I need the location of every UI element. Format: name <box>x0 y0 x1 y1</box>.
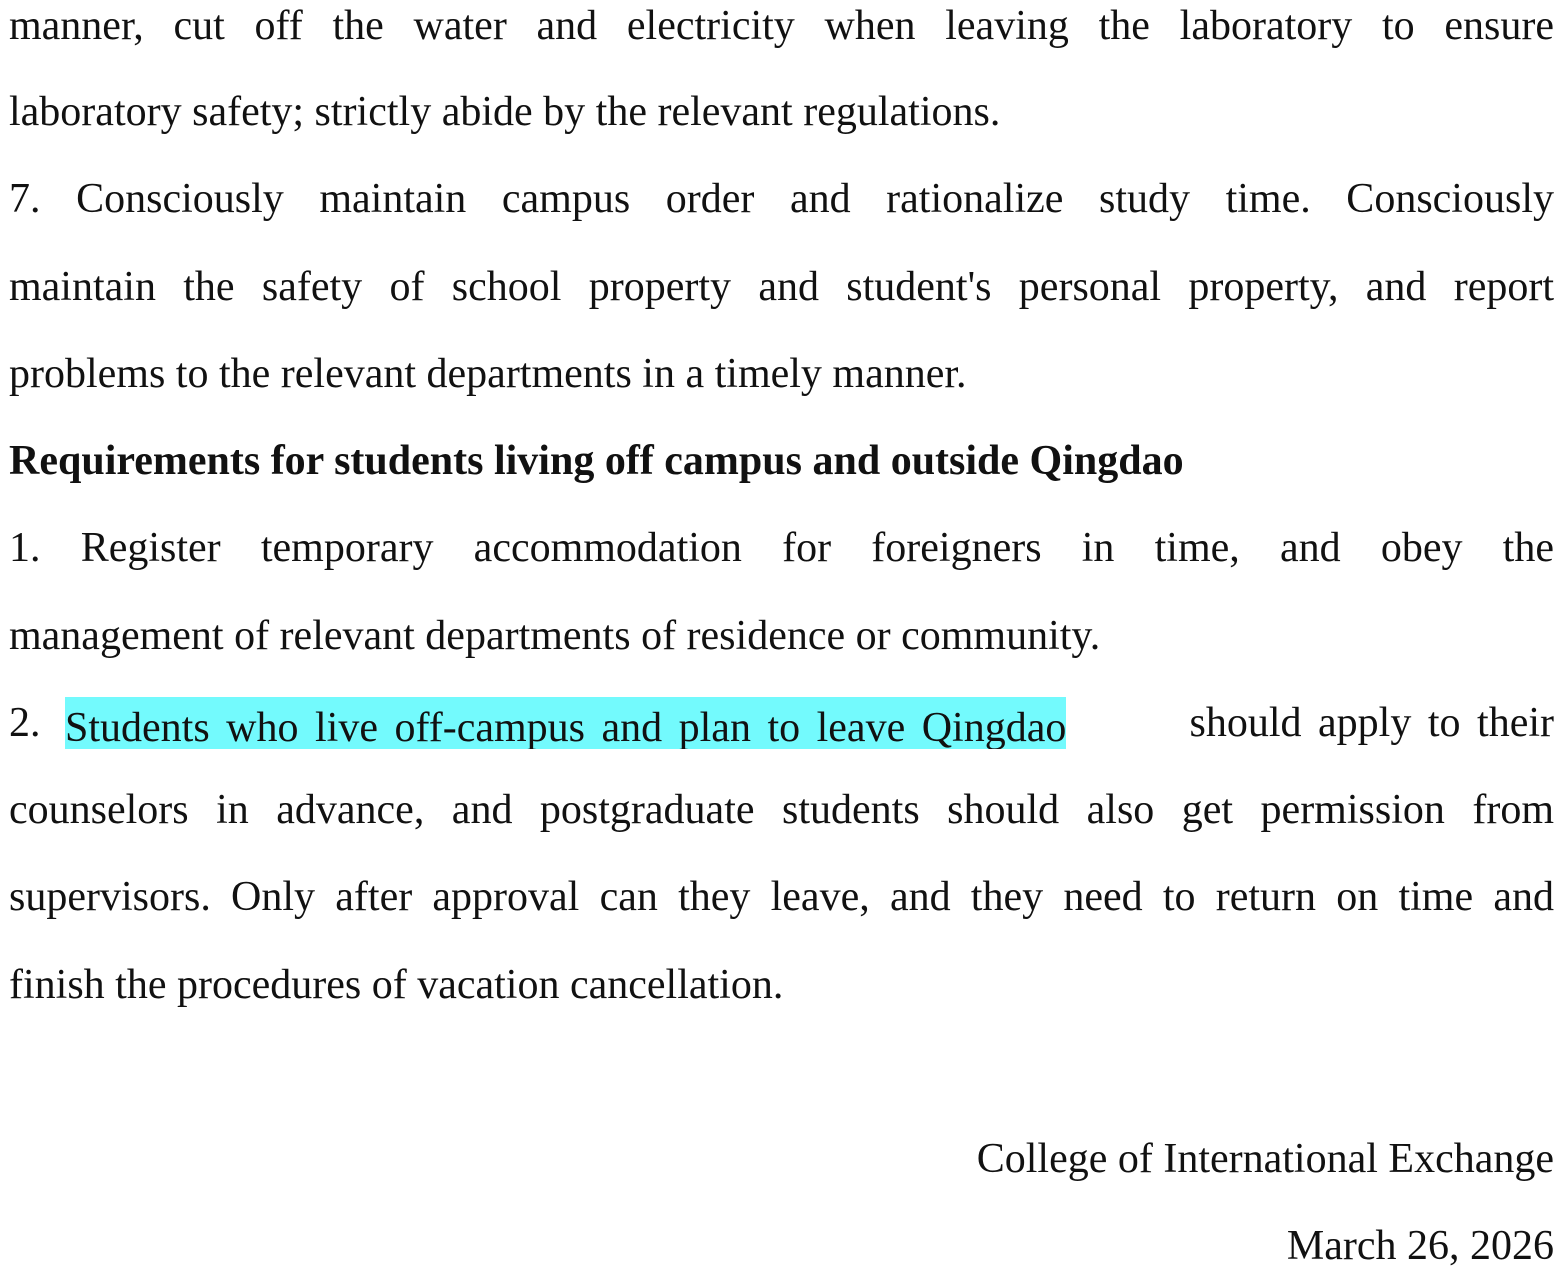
item-2-line: finish the procedures of vacation cancellation. <box>9 962 784 1008</box>
signature-organization: College of International Exchange <box>976 1136 1554 1182</box>
item-2-line: supervisors. Only after approval can they leave, and they need to return on time and <box>9 874 1554 920</box>
item-2-rest-text: should apply to their <box>1173 700 1554 746</box>
document-page <box>9 0 1554 1270</box>
paragraph-line: laboratory safety; strictly abide by the relevant regulations. <box>9 89 1001 135</box>
rule-7-line: 7. Consciously maintain campus order and rationalize study time. Consciously <box>9 176 1554 222</box>
item-2-number: 2. <box>9 700 51 746</box>
signature-date: March 26, 2026 <box>1286 1223 1554 1269</box>
paragraph-line: problems to the relevant departments in a timely manner. <box>9 351 967 397</box>
item-1-line: management of relevant departments of residence or community. <box>9 613 1101 659</box>
item-2-line: counselors in advance, and postgraduate students should also get permission from <box>9 787 1554 833</box>
paragraph-line: maintain the safety of school property and student's personal property, and report <box>9 264 1554 310</box>
item-2-first-line <box>9 697 1554 749</box>
item-1-line: 1. Register temporary accommodation for foreigners in time, and obey the <box>9 525 1554 571</box>
paragraph-line: manner, cut off the water and electricity when leaving the laboratory to ensure <box>9 3 1554 49</box>
highlighted-text[interactable]: Students who live off-campus and plan to leave Qingdao <box>65 697 1066 749</box>
section-heading: Requirements for students living off campus and outside Qingdao <box>9 438 1184 484</box>
item-2-first-line-content <box>65 697 1554 749</box>
